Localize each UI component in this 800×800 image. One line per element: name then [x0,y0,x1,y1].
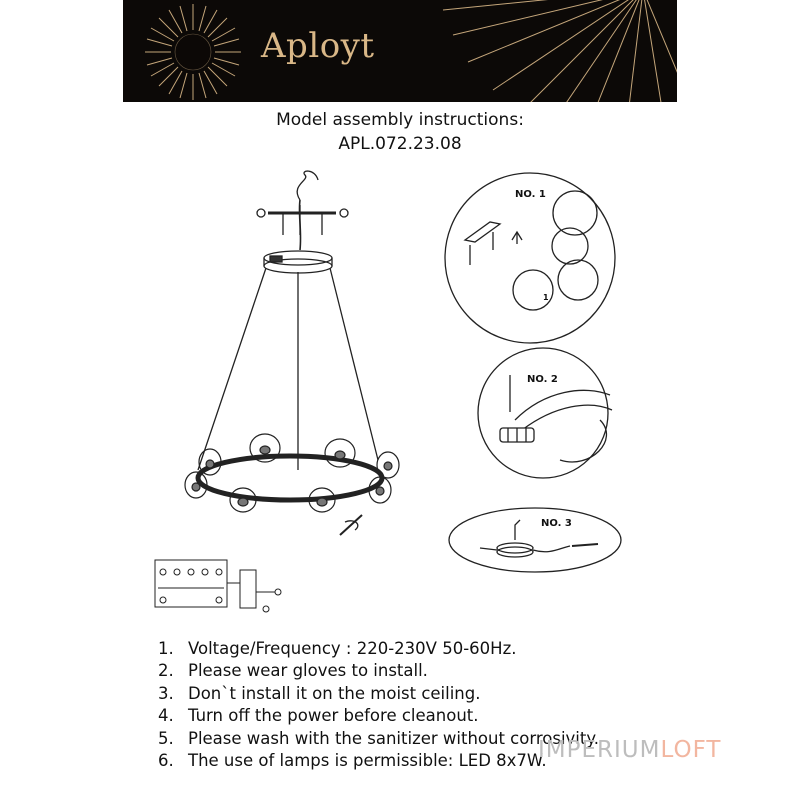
detail-circle-step2 [478,348,612,478]
chandelier-drawing [185,171,399,535]
step2-label: NO. 2 [527,374,558,385]
list-item: 2. Please wear gloves to install. [158,661,428,681]
list-item: 4. Turn off the power before cleanout. [158,706,479,726]
list-item: 5. Please wash with the sanitizer without corrosivity. [158,728,600,748]
arrow-small-label: 1 [543,293,549,302]
model-number: APL.072.23.08 [338,134,462,154]
instruction-list [158,638,599,772]
step3-label: NO. 3 [541,518,572,529]
watermark-part2: LOFT [660,737,722,763]
list-item: 3. Don`t install it on the moist ceiling. [158,683,481,703]
step1-label: NO. 1 [515,189,546,200]
watermark-part1: IMPERIUM [538,737,661,763]
list-item: 6. The use of lamps is permissible: LED 8x7W. [158,751,547,771]
page-title: Model assembly instructions: [276,110,524,130]
brand-logo-text: Aployt [261,26,375,66]
detail-ellipse-step3 [449,508,621,572]
watermark [538,737,721,763]
wiring-diagram [155,560,281,612]
list-item: 1. Voltage/Frequency : 220-230V 50-60Hz. [158,639,517,658]
